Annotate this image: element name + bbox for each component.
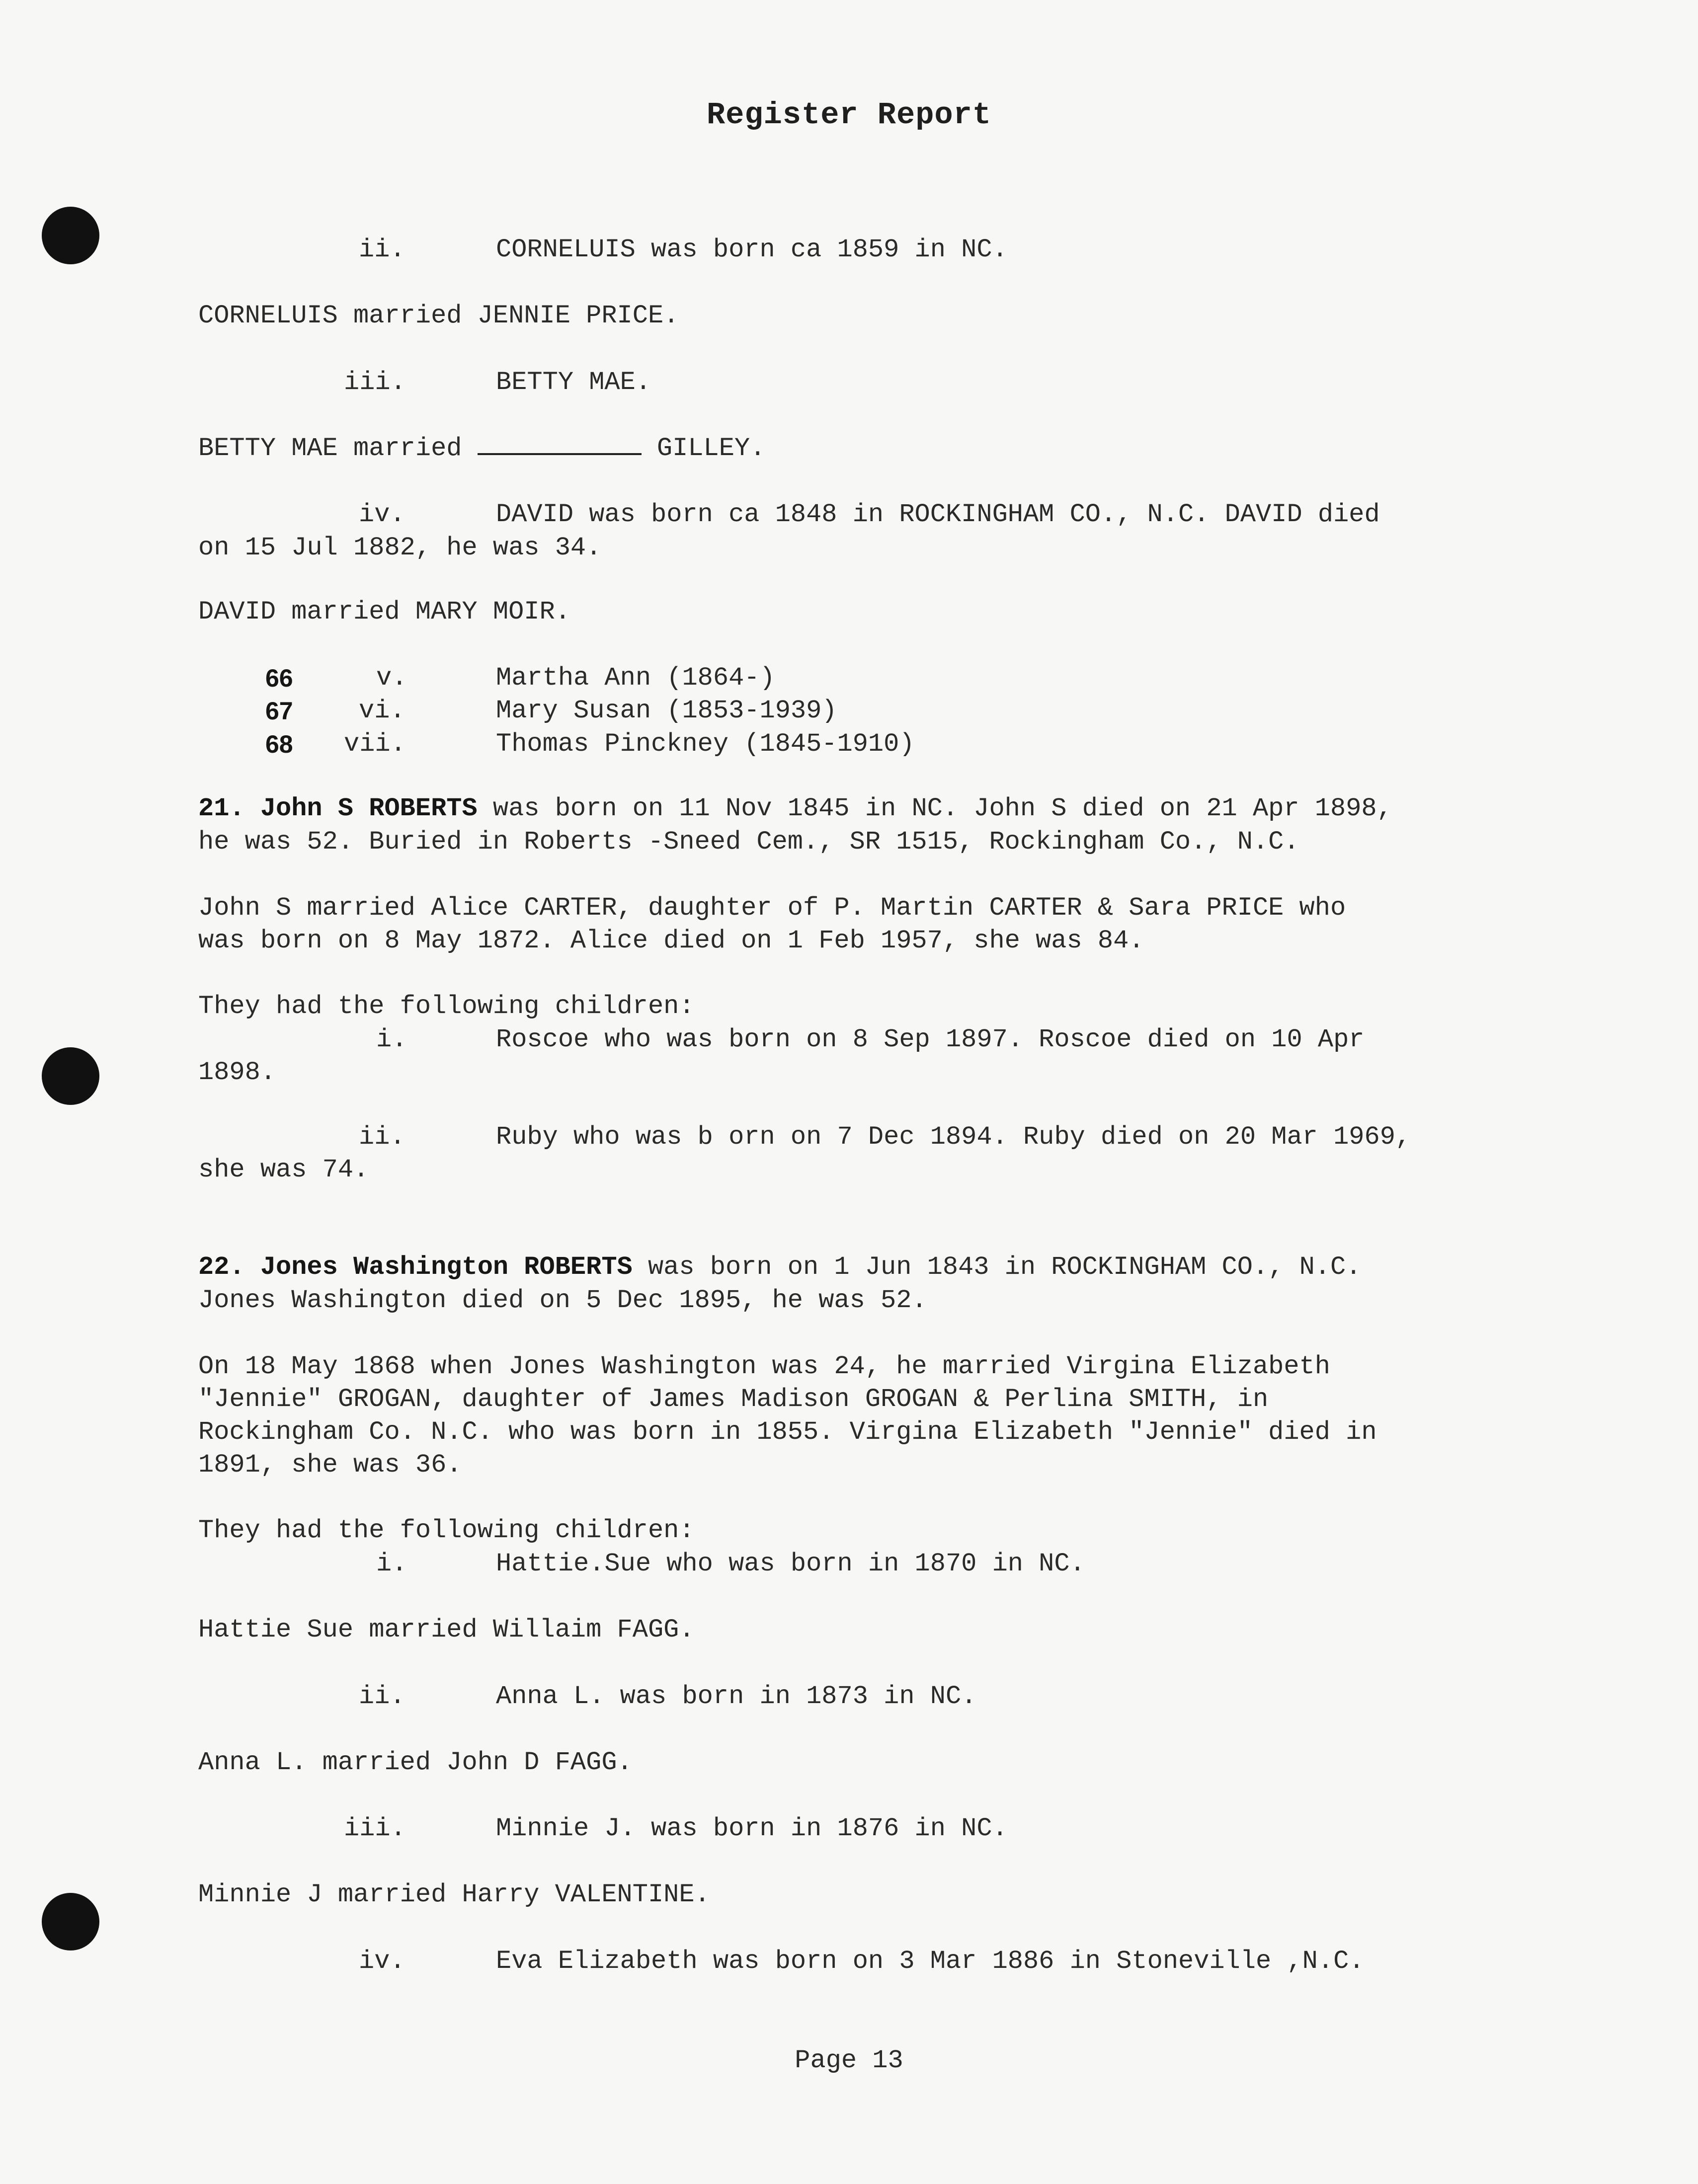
marriage-line: On 18 May 1868 when Jones Washington was 24, he married Virgina Elizabeth [198, 1352, 1330, 1381]
children-heading: They had the following children: [198, 1516, 695, 1545]
marriage-text-end: GILLEY. [641, 434, 766, 463]
person-entry-heading [198, 1251, 1361, 1284]
marriage-line: Minnie J married Harry VALENTINE. [198, 1880, 710, 1909]
roman-numeral: iii. [344, 368, 406, 397]
child-entry: Thomas Pinckney (1845-1910) [496, 729, 915, 759]
roman-numeral: vi. [359, 696, 405, 725]
roman-numeral: ii. [359, 1682, 405, 1711]
marriage-line: Hattie Sue married Willaim FAGG. [198, 1615, 695, 1644]
roman-numeral: vii. [344, 729, 406, 759]
roman-numeral: ii. [359, 235, 405, 264]
person-entry-text: Jones Washington died on 5 Dec 1895, he was 52. [198, 1286, 927, 1315]
person-number: 68 [265, 730, 293, 758]
person-entry-text: was born on 11 Nov 1845 in NC. John S died on 21 Apr 1898, [477, 794, 1392, 823]
marriage-line: 1891, she was 36. [198, 1450, 462, 1480]
child-entry-continued: she was 74. [198, 1155, 369, 1184]
marriage-line: CORNELUIS married JENNIE PRICE. [198, 301, 679, 330]
page-number: Page 13 [795, 2046, 903, 2075]
marriage-text-start: BETTY MAE married [198, 434, 478, 463]
child-entry-continued: 1898. [198, 1058, 276, 1087]
child-entry: Martha Ann (1864-) [496, 663, 775, 693]
page-title: Register Report [706, 97, 992, 133]
roman-numeral: i. [376, 1025, 407, 1054]
marriage-line: was born on 8 May 1872. Alice died on 1 Feb 1957, she was 84. [198, 926, 1144, 955]
person-name: 21. John S ROBERTS [198, 794, 478, 823]
roman-numeral: iv. [359, 1947, 405, 1976]
child-entry: Roscoe who was born on 8 Sep 1897. Roscoe died on 10 Apr [496, 1025, 1365, 1054]
roman-numeral: iii. [344, 1814, 406, 1843]
person-entry-heading [198, 792, 1392, 825]
marriage-line: "Jennie" GROGAN, daughter of James Madison GROGAN & Perlina SMITH, in [198, 1385, 1269, 1414]
binder-hole-bottom [42, 1893, 99, 1950]
child-entry: CORNELUIS was born ca 1859 in NC. [496, 235, 1008, 264]
person-name: 22. Jones Washington ROBERTS [198, 1252, 633, 1282]
person-number: 67 [265, 697, 293, 725]
child-entry: Mary Susan (1853-1939) [496, 696, 837, 725]
binder-hole-middle [42, 1047, 99, 1105]
marriage-line: John S married Alice CARTER, daughter of P. Martin CARTER & Sara PRICE who [198, 893, 1346, 923]
child-entry: Anna L. was born in 1873 in NC. [496, 1682, 977, 1711]
person-entry-text: was born on 1 Jun 1843 in ROCKINGHAM CO., N.C. [632, 1252, 1362, 1282]
marriage-line: Rockingham Co. N.C. who was born in 1855. Virgina Elizabeth "Jennie" died in [198, 1417, 1377, 1447]
roman-numeral: v. [376, 663, 407, 693]
child-entry: Minnie J. was born in 1876 in NC. [496, 1814, 1008, 1843]
child-entry: Eva Elizabeth was born on 3 Mar 1886 in Stoneville ,N.C. [496, 1947, 1365, 1976]
binder-hole-top [42, 207, 99, 264]
child-entry: BETTY MAE. [496, 368, 651, 397]
person-number: 66 [265, 664, 293, 692]
child-entry: DAVID was born ca 1848 in ROCKINGHAM CO., N.C. DAVID died [496, 500, 1380, 529]
marriage-line: Anna L. married John D FAGG. [198, 1748, 633, 1777]
child-entry-continued: on 15 Jul 1882, he was 34. [198, 533, 602, 562]
children-heading: They had the following children: [198, 992, 695, 1021]
roman-numeral: iv. [359, 500, 405, 529]
marriage-line [198, 432, 765, 465]
roman-numeral: ii. [359, 1122, 405, 1152]
marriage-line: DAVID married MARY MOIR. [198, 597, 570, 626]
person-entry-text: he was 52. Buried in Roberts -Sneed Cem., SR 1515, Rockingham Co., N.C. [198, 827, 1299, 857]
blank-name-line [478, 433, 642, 455]
child-entry: Ruby who was b orn on 7 Dec 1894. Ruby died on 20 Mar 1969, [496, 1122, 1411, 1152]
child-entry: Hattie.Sue who was born in 1870 in NC. [496, 1549, 1085, 1578]
roman-numeral: i. [376, 1549, 407, 1578]
